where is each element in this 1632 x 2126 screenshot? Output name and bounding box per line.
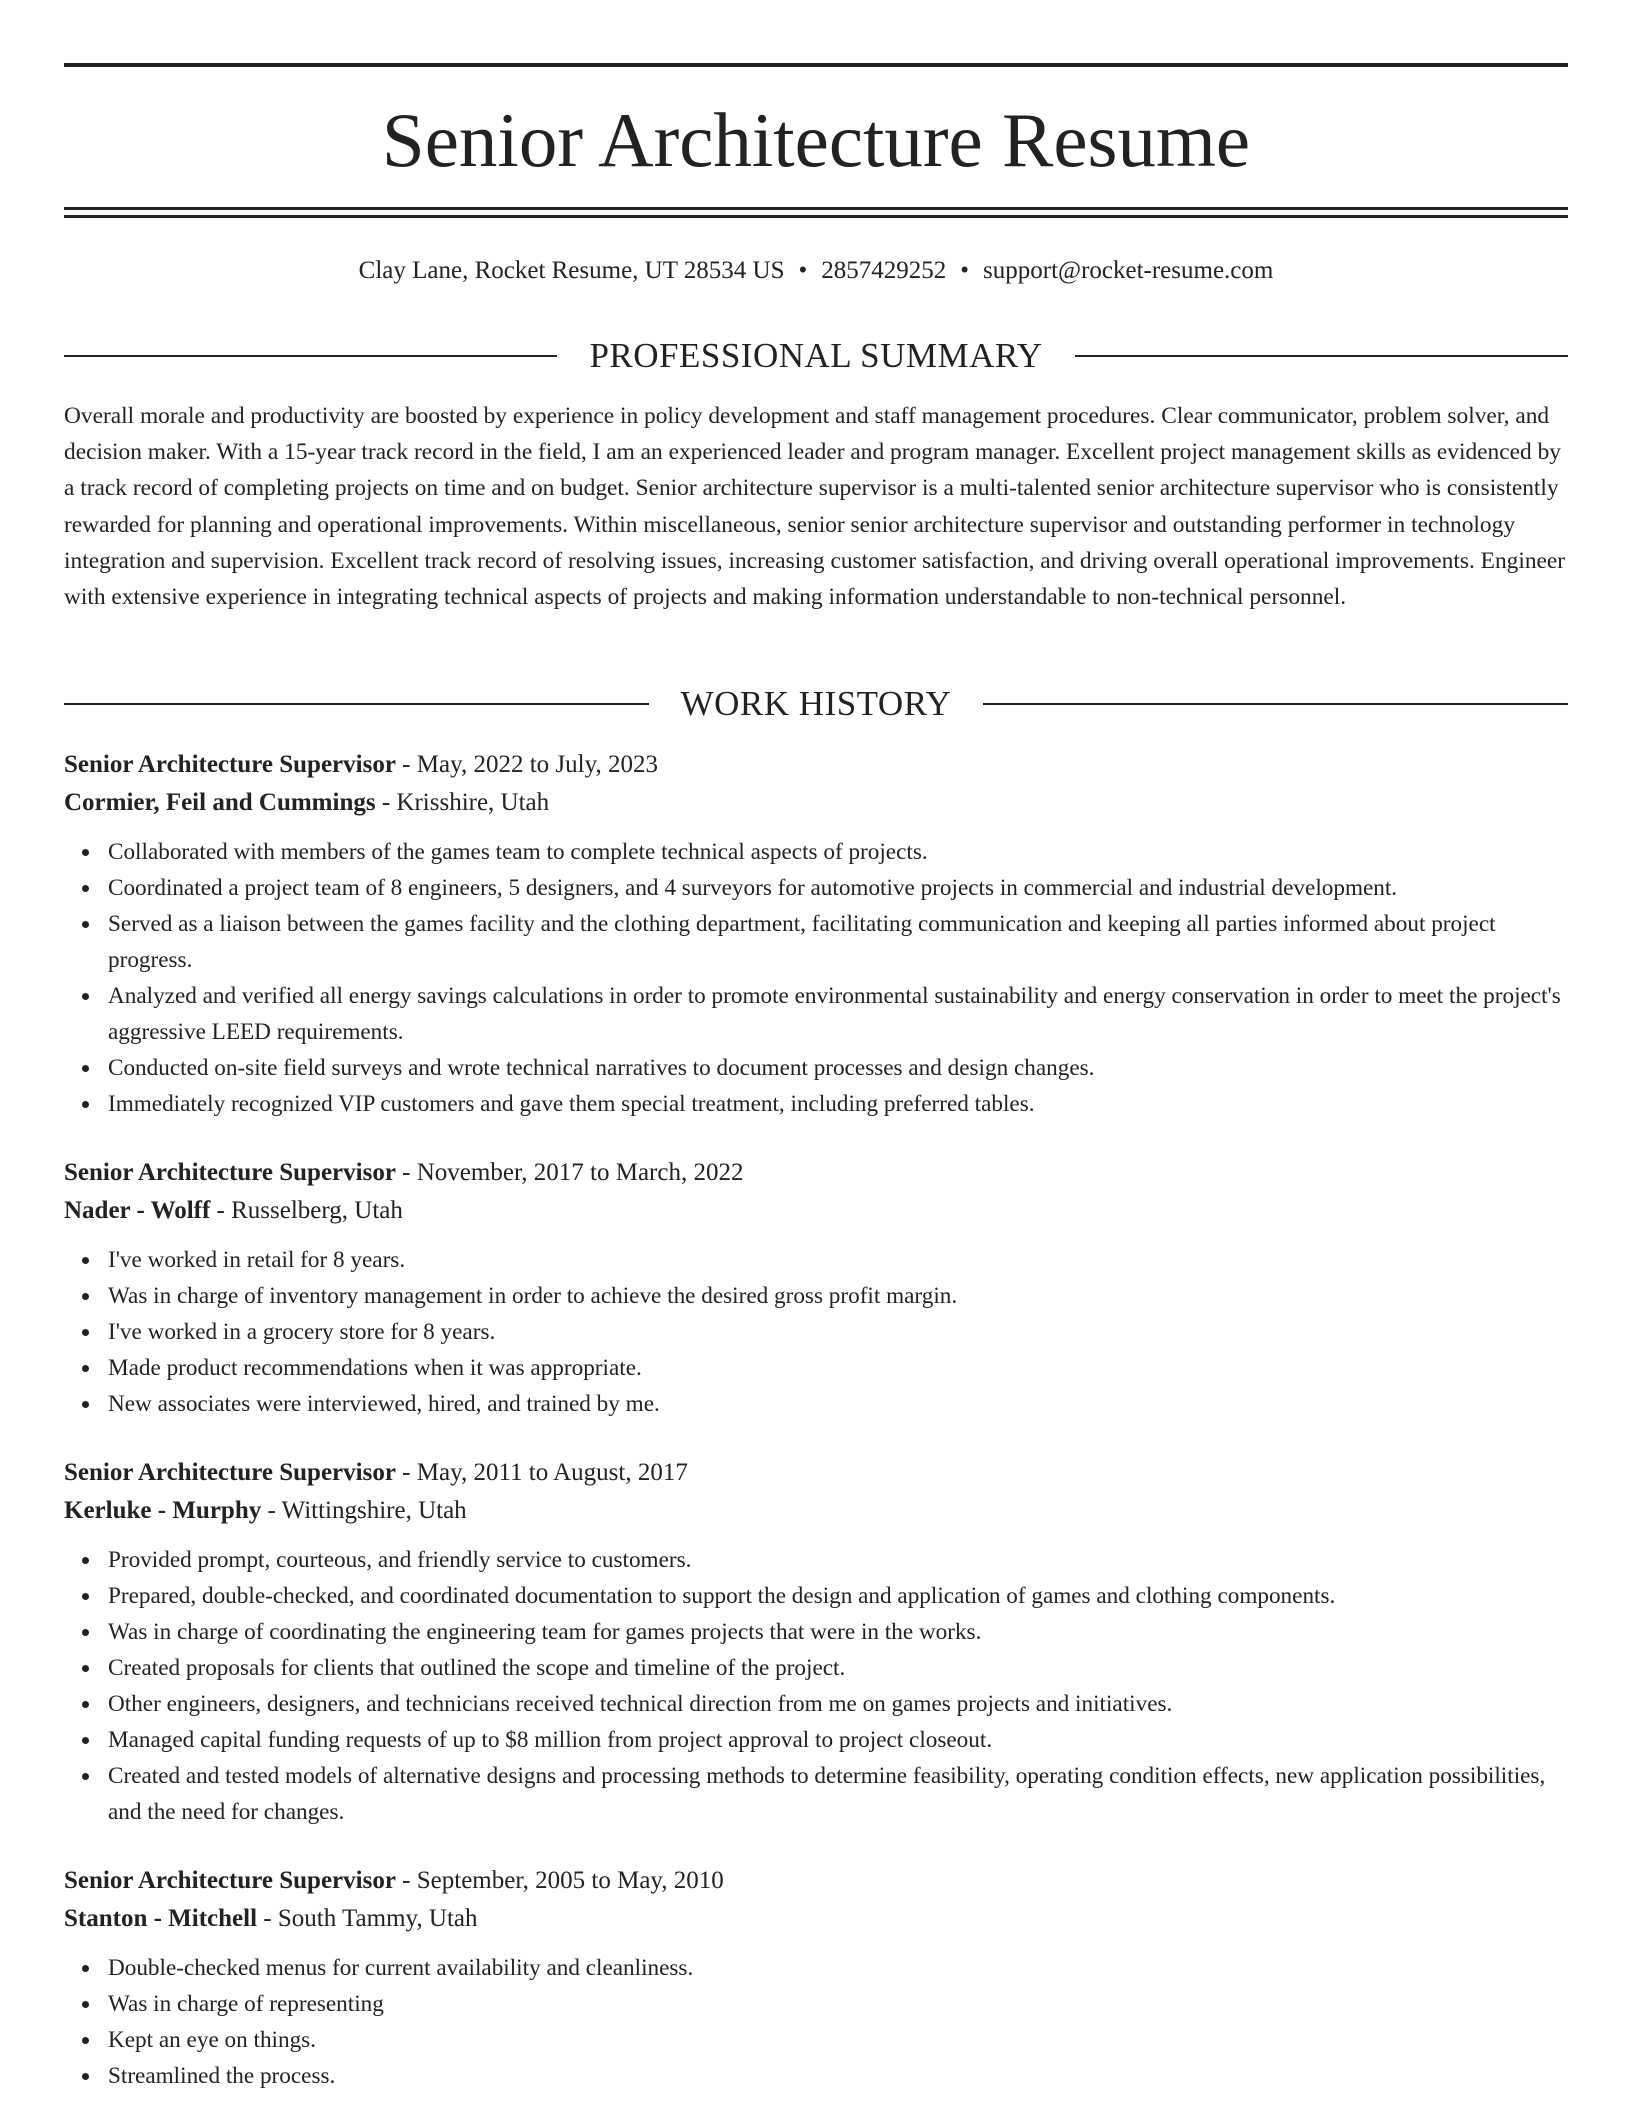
job-company: Kerluke - Murphy (64, 1497, 262, 1524)
section-divider-right (1075, 355, 1568, 357)
job-bullet: I've worked in a grocery store for 8 years. (108, 1314, 1568, 1350)
resume-title: Senior Architecture Resume (381, 97, 1251, 183)
job-role: Senior Architecture Supervisor (64, 1159, 396, 1186)
job-bullet: Coordinated a project team of 8 engineers, 5 designers, and 4 surveyors for automotive projects in commercial and industrial development. (108, 870, 1568, 906)
contact-address: Clay Lane, Rocket Resume, UT 28534 US (358, 257, 785, 284)
job-role: Senior Architecture Supervisor (64, 751, 396, 778)
job-role-line (64, 1862, 1568, 1900)
job-company: Stanton - Mitchell (64, 1905, 258, 1932)
job-bullet: Kept an eye on things. (108, 2022, 1568, 2058)
job-role: Senior Architecture Supervisor (64, 1459, 396, 1486)
job-dash: - (395, 1867, 417, 1894)
job-dash: - (261, 1497, 282, 1524)
job-entry (64, 1454, 1568, 1830)
job-bullet: I've worked in retail for 8 years. (108, 1242, 1568, 1278)
job-bullet: Created and tested models of alternative designs and processing methods to determine feasibility, operating condition effects, new application possibilities, and the need for changes. (108, 1758, 1568, 1830)
job-bullet: Was in charge of representing (108, 1986, 1568, 2022)
job-bullet: Conducted on-site field surveys and wrote technical narratives to document processes and design changes. (108, 1050, 1568, 1086)
job-location: South Tammy, Utah (277, 1905, 478, 1932)
job-company-line (64, 1192, 1568, 1230)
job-bullet: Made product recommendations when it was appropriate. (108, 1350, 1568, 1386)
job-location: Russelberg, Utah (231, 1197, 403, 1224)
job-dates: September, 2005 to May, 2010 (416, 1867, 724, 1894)
job-role: Senior Architecture Supervisor (64, 1867, 396, 1894)
job-bullet: Managed capital funding requests of up to $8 million from project approval to project closeout. (108, 1722, 1568, 1758)
summary-section-heading (64, 336, 1568, 376)
job-bullet-list (64, 1242, 1568, 1422)
job-bullet-list (64, 1950, 1568, 2094)
job-bullet: Prepared, double-checked, and coordinated documentation to support the design and application of games and clothing components. (108, 1578, 1568, 1614)
summary-text: Overall morale and productivity are boosted by experience in policy development and staff management procedures. Clear communicator, problem solver, and decision maker. With a 15-year track record in the field, I am an experienced leader and program manager. Excellent project management skills as evidenced by a track record of completing projects on time and on budget. Senior architecture supervisor is a multi-talented senior architecture supervisor who is consistently rewarded for planning and operational improvements. Within miscellaneous, senior senior architecture supervisor and outstanding performer in technology integration and supervision. Excellent track record of resolving issues, increasing customer satisfaction, and driving overall operational improvements. Engineer with extensive experience in integrating technical aspects of projects and making information understandable to non-technical personnel. (64, 403, 1566, 611)
job-bullet: Was in charge of inventory management in order to achieve the desired gross profit margin. (108, 1278, 1568, 1314)
section-divider-right (983, 703, 1568, 705)
job-bullet: Created proposals for clients that outlined the scope and timeline of the project. (108, 1650, 1568, 1686)
job-role-line (64, 1154, 1568, 1192)
job-role-line (64, 1454, 1568, 1492)
job-dash: - (395, 751, 417, 778)
work-heading-label: WORK HISTORY (680, 684, 952, 723)
header-double-rule-lower (64, 215, 1568, 218)
job-company-line (64, 784, 1568, 822)
job-bullet: New associates were interviewed, hired, and trained by me. (108, 1386, 1568, 1422)
section-divider-left (64, 355, 557, 357)
contact-email: support@rocket-resume.com (983, 257, 1274, 284)
job-bullet: Other engineers, designers, and technicians received technical direction from me on games projects and initiatives. (108, 1686, 1568, 1722)
job-entry (64, 746, 1568, 1122)
job-entry (64, 1154, 1568, 1422)
job-bullet: Double-checked menus for current availability and cleanliness. (108, 1950, 1568, 1986)
job-dash: - (257, 1905, 278, 1932)
job-bullet-list (64, 834, 1568, 1122)
job-company-line (64, 1900, 1568, 1938)
work-section-heading (64, 684, 1568, 724)
header-double-rule-upper (64, 207, 1568, 210)
job-dates: May, 2022 to July, 2023 (416, 751, 658, 778)
job-dash: - (375, 789, 397, 816)
job-company: Nader - Wolff (64, 1197, 211, 1224)
summary-heading-label: PROFESSIONAL SUMMARY (589, 336, 1043, 375)
job-dates: November, 2017 to March, 2022 (416, 1159, 744, 1186)
job-bullet: Served as a liaison between the games facility and the clothing department, facilitating communication and keeping all parties informed about project progress. (108, 906, 1568, 978)
job-bullet: Was in charge of coordinating the engineering team for games projects that were in the works. (108, 1614, 1568, 1650)
contact-separator: • (798, 257, 808, 284)
job-entry (64, 1862, 1568, 2094)
job-dash: - (395, 1459, 417, 1486)
work-history-list (64, 746, 1568, 2126)
contact-separator: • (960, 257, 970, 284)
header-top-rule (64, 63, 1568, 67)
contact-line (64, 254, 1568, 288)
job-role-line (64, 746, 1568, 784)
job-dates: May, 2011 to August, 2017 (416, 1459, 688, 1486)
job-dash: - (210, 1197, 232, 1224)
job-location: Wittingshire, Utah (281, 1497, 467, 1524)
job-bullet: Immediately recognized VIP customers and gave them special treatment, including preferred tables. (108, 1086, 1568, 1122)
job-company: Cormier, Feil and Cummings (64, 789, 376, 816)
job-company-line (64, 1492, 1568, 1530)
job-bullet: Collaborated with members of the games team to complete technical aspects of projects. (108, 834, 1568, 870)
contact-phone: 2857429252 (821, 257, 947, 284)
job-bullet: Provided prompt, courteous, and friendly service to customers. (108, 1542, 1568, 1578)
job-bullet: Streamlined the process. (108, 2058, 1568, 2094)
job-dash: - (395, 1159, 417, 1186)
job-location: Krisshire, Utah (396, 789, 550, 816)
job-bullet-list (64, 1542, 1568, 1830)
section-divider-left (64, 703, 649, 705)
job-bullet: Analyzed and verified all energy savings calculations in order to promote environmental sustainability and energy conservation in order to meet the project's aggressive LEED requirements. (108, 978, 1568, 1050)
